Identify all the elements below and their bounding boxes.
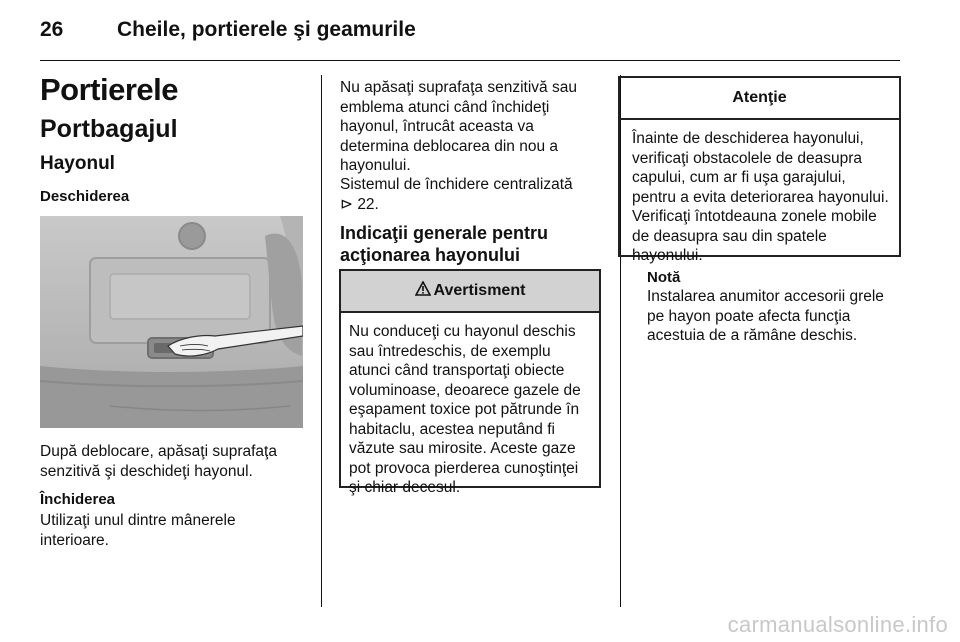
chapter-heading: Portierele (40, 72, 179, 107)
tailgate-illustration-svg (40, 216, 303, 428)
pressing-paragraph: Nu apăsaţi suprafaţa senzitivă sau emblema atunci când închideţi hayonul, întrucât aceasta va determina deblocarea din nou a hayonului. (340, 79, 577, 174)
opening-paragraph: După deblocare, apăsaţi suprafaţa senzitivă şi deschideţi hayonul. (40, 443, 277, 480)
note-heading: Notă (647, 269, 681, 286)
caution-title: Atenţie (732, 89, 787, 106)
central-locking-paragraph (340, 175, 602, 214)
closing-paragraph: Utilizaţi unul dintre mânerele interioare. (40, 512, 236, 549)
header-rule (40, 60, 900, 61)
warning-text: Nu conduceţi cu hayonul deschis sau întredeschis, de exemplu atunci când transportaţi obiecte voluminoase, deoarece gazele de eşapament toxice pot pătrunde în habitaclu, acestea neputând fi văzute sau mirosite. Aceste gaze pot provoca pierderea cunoştinţei şi chiar decesul. (349, 323, 581, 496)
opening-heading: Deschiderea (40, 188, 130, 205)
page-reference-icon: ⊳ (340, 195, 353, 213)
general-instructions-heading: Indicaţii generale pentru acţionarea hayonului (340, 223, 549, 265)
warning-box (339, 269, 601, 496)
tailgate-illustration (40, 216, 303, 428)
section-title: Cheile, portierele şi geamurile (117, 18, 416, 41)
caution-box (618, 76, 901, 264)
note-paragraph: Instalarea anumitor accesorii grele pe hayon poate afecta funcţia acestuia de a rămâne deschis. (647, 288, 884, 344)
caution-text: Înainte de deschiderea hayonului, verificaţi obstacolele de deasupra capului, cum ar fi uşa garajului, pentru a evita deteriorarea hayonului. Verificaţi întotdeauna zonele mobile de deasupra sau din spatele hayonului. (632, 130, 889, 264)
closing-heading: Închiderea (40, 491, 116, 508)
page-reference: 22. (357, 195, 379, 213)
subsection-heading: Hayonul (40, 153, 115, 174)
warning-header (341, 271, 599, 313)
section-heading: Portbagajul (40, 115, 178, 143)
caution-header (620, 78, 899, 120)
column-divider-1 (321, 75, 322, 607)
central-locking-text: Sistemul de închidere centralizată (340, 176, 573, 193)
warning-title: Avertisment (433, 282, 526, 299)
warning-triangle-icon (415, 281, 431, 301)
watermark: carmanualsonline.info (727, 612, 948, 637)
page-number: 26 (40, 18, 64, 41)
